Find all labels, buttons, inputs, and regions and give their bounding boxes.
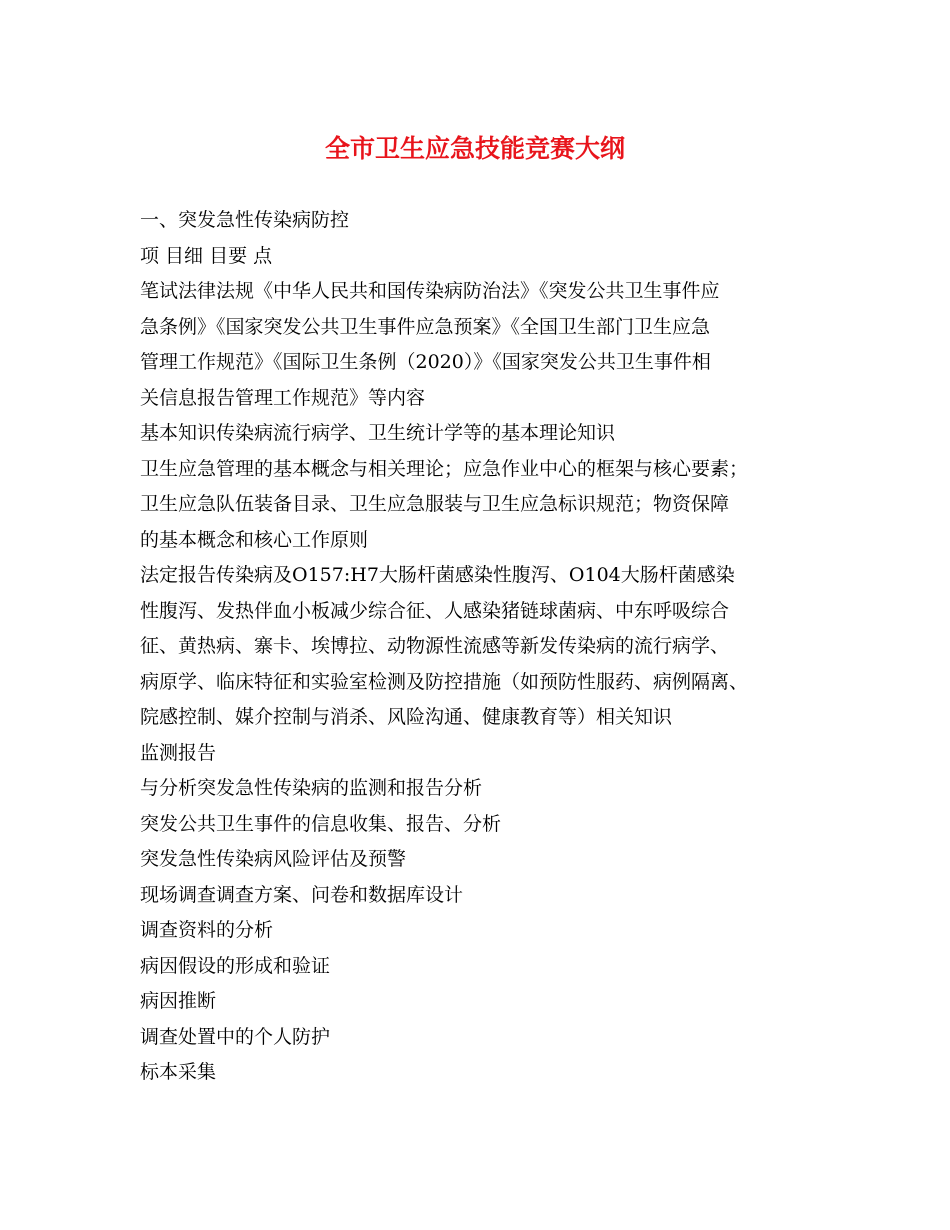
table-header-line: 项 目细 目要 点 bbox=[140, 244, 273, 267]
body-line: 标本采集 bbox=[140, 1061, 217, 1083]
body-line: 调查资料的分析 bbox=[140, 919, 274, 941]
body-line: 与分析突发急性传染病的监测和报告分析 bbox=[140, 777, 483, 799]
section-heading: 一、突发急性传染病防控 bbox=[140, 209, 350, 231]
body-line: 病原学、临床特征和实验室检测及防控措施（如预防性服药、病例隔离、 bbox=[140, 670, 749, 693]
body-line: 院感控制、媒介控制与消杀、风险沟通、健康教育等）相关知识 bbox=[140, 706, 673, 728]
body-line: 病因假设的形成和验证 bbox=[140, 954, 331, 977]
document-title: 全市卫生应急技能竞赛大纲 bbox=[324, 134, 625, 163]
body-line: 卫生应急队伍装备目录、卫生应急服装与卫生应急标识规范；物资保障 bbox=[140, 493, 730, 515]
body-line: 急条例》《国家突发公共卫生事件应急预案》《全国卫生部门卫生应急 bbox=[140, 315, 711, 338]
body-line: 笔试法律法规《中华人民共和国传染病防治法》《突发公共卫生事件应 bbox=[140, 280, 720, 302]
body-line: 卫生应急管理的基本概念与相关理论；应急作业中心的框架与核心要素； bbox=[140, 457, 749, 480]
body-line: 突发急性传染病风险评估及预警 bbox=[140, 848, 407, 870]
body-line: 性腹泻、发热伴血小板减少综合征、人感染猪链球菌病、中东呼吸综合 bbox=[140, 599, 730, 622]
body-line: 调查处置中的个人防护 bbox=[140, 1025, 331, 1048]
body-line: 突发公共卫生事件的信息收集、报告、分析 bbox=[140, 812, 502, 835]
body-line: 病因推断 bbox=[140, 990, 217, 1012]
document-body bbox=[140, 203, 830, 1091]
body-line: 征、黄热病、寨卡、埃博拉、动物源性流感等新发传染病的流行病学、 bbox=[140, 635, 730, 657]
body-line: 法定报告传染病及O157:H7大肠杆菌感染性腹泻、O104大肠杆菌感染 bbox=[140, 564, 735, 586]
body-line: 监测报告 bbox=[140, 741, 217, 764]
body-line: 管理工作规范》《国际卫生条例（2020）》《国家突发公共卫生事件相 bbox=[140, 351, 711, 373]
body-line: 的基本概念和核心工作原则 bbox=[140, 528, 369, 551]
body-line: 关信息报告管理工作规范》等内容 bbox=[140, 386, 426, 409]
body-line: 现场调查调查方案、问卷和数据库设计 bbox=[140, 883, 464, 906]
body-line: 基本知识传染病流行病学、卫生统计学等的基本理论知识 bbox=[140, 422, 616, 444]
